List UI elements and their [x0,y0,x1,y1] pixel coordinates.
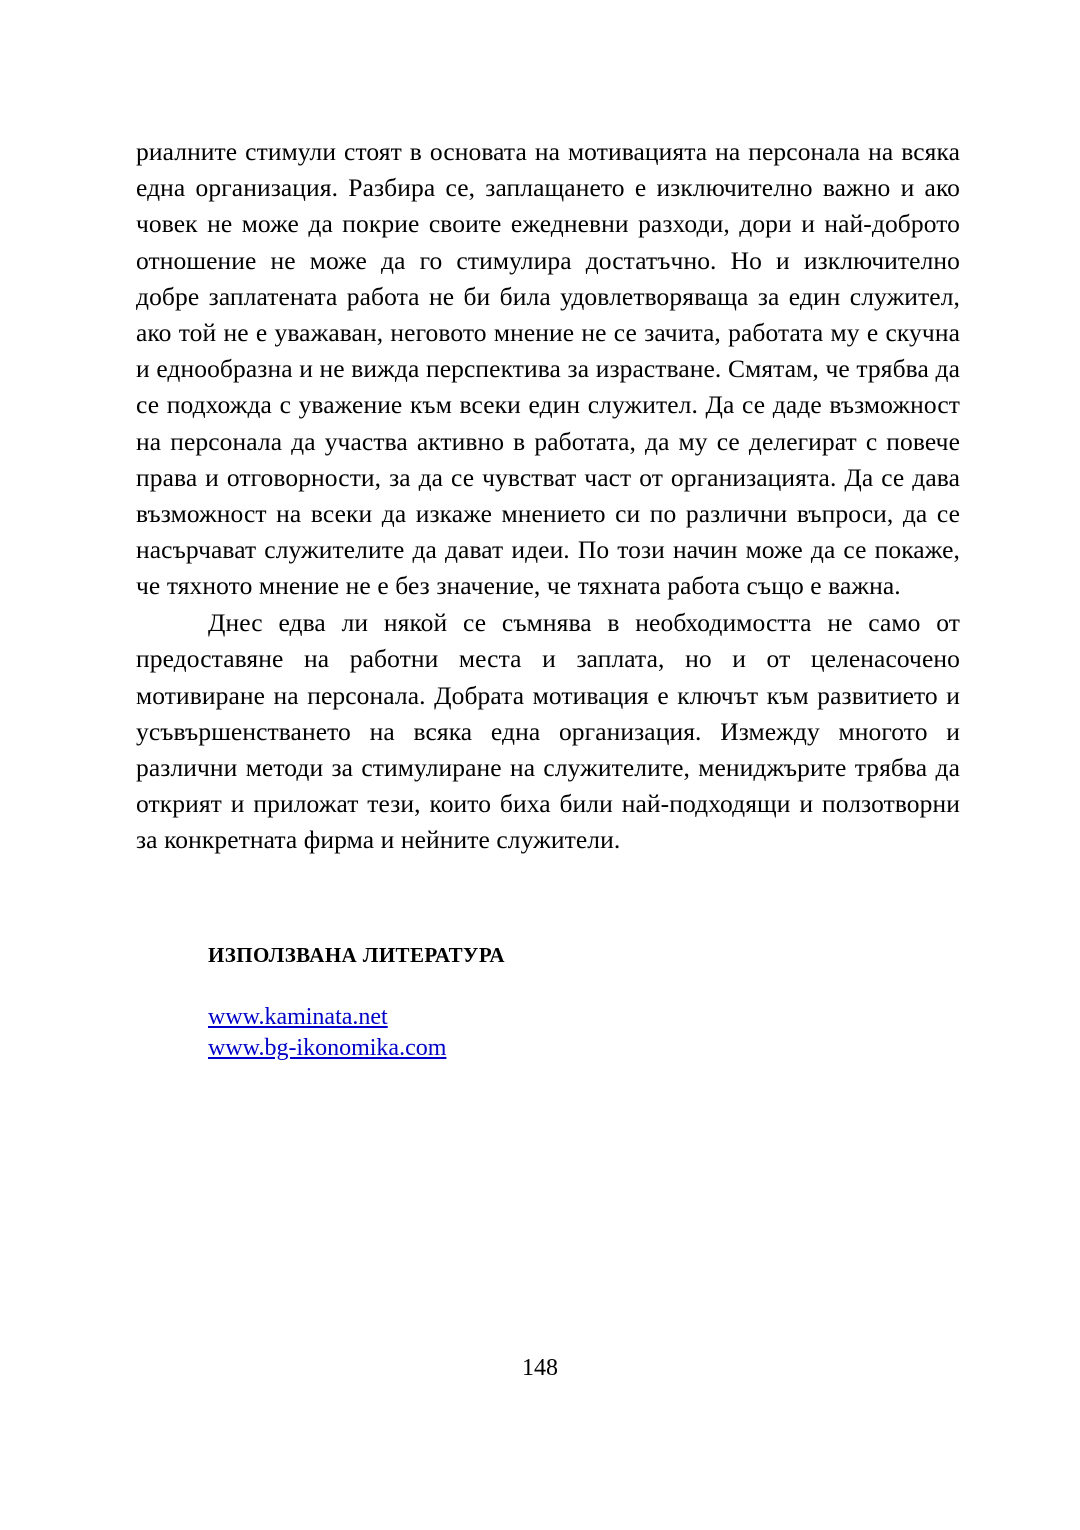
reference-link-bg-ikonomika[interactable]: www.bg-ikonomika.com [208,1035,447,1062]
reference-link-kaminata[interactable]: www.kaminata.net [208,1003,388,1030]
paragraph-conclusion: Днес едва ли някой се съмнява в необходимостта не само от предоставяне на работни места и заплата, но и от целенасочено мотивиране на персонала. Добрата мотивация е ключът към развитието и усъвършенстването на всяка една организация. Измежду многото и различни методи за стимулиране на служителите, мениджърите трябва да открият и приложат тези, които биха били най-подходящи и ползотворни за конкретната фирма и нейните служители. [136,608,960,855]
page-number: 148 [522,1355,558,1381]
paragraph-continued: риалните стимули стоят в основата на мотивацията на персонала на всяка една организация. Разбира се, заплащането е изключително важно и ако човек не може да покрие своите ежедневни разходи, дори и най-доброто отношение не може да го стимулира достатъчно. Но и изключително добре заплатената работа не би била удовлетворяваща за един служител, ако той не е уважаван, неговото мнение не се зачита, работата му е скучна и еднообразна и не вижда перспектива за израстване. Смятам, че трябва да се подхожда с уважение към всеки един служител. Да се даде възможност на персонала да участва активно в работата, да му се делегират с повече права и отговорности, за да се чувстват част от организацията. Да се дава възможност на всеки да изкаже мнението си по различни въпроси, да се насърчават служителите да дават идеи. По този начин може да се покаже, че тяхното мнение не е без значение, че тяхната работа също е важна. [136,137,960,601]
references-list [136,1002,960,1065]
references-heading: ИЗПОЛЗВАНА ЛИТЕРАТУРА [208,942,505,967]
page-content [136,134,960,1065]
references-section [136,943,960,1065]
